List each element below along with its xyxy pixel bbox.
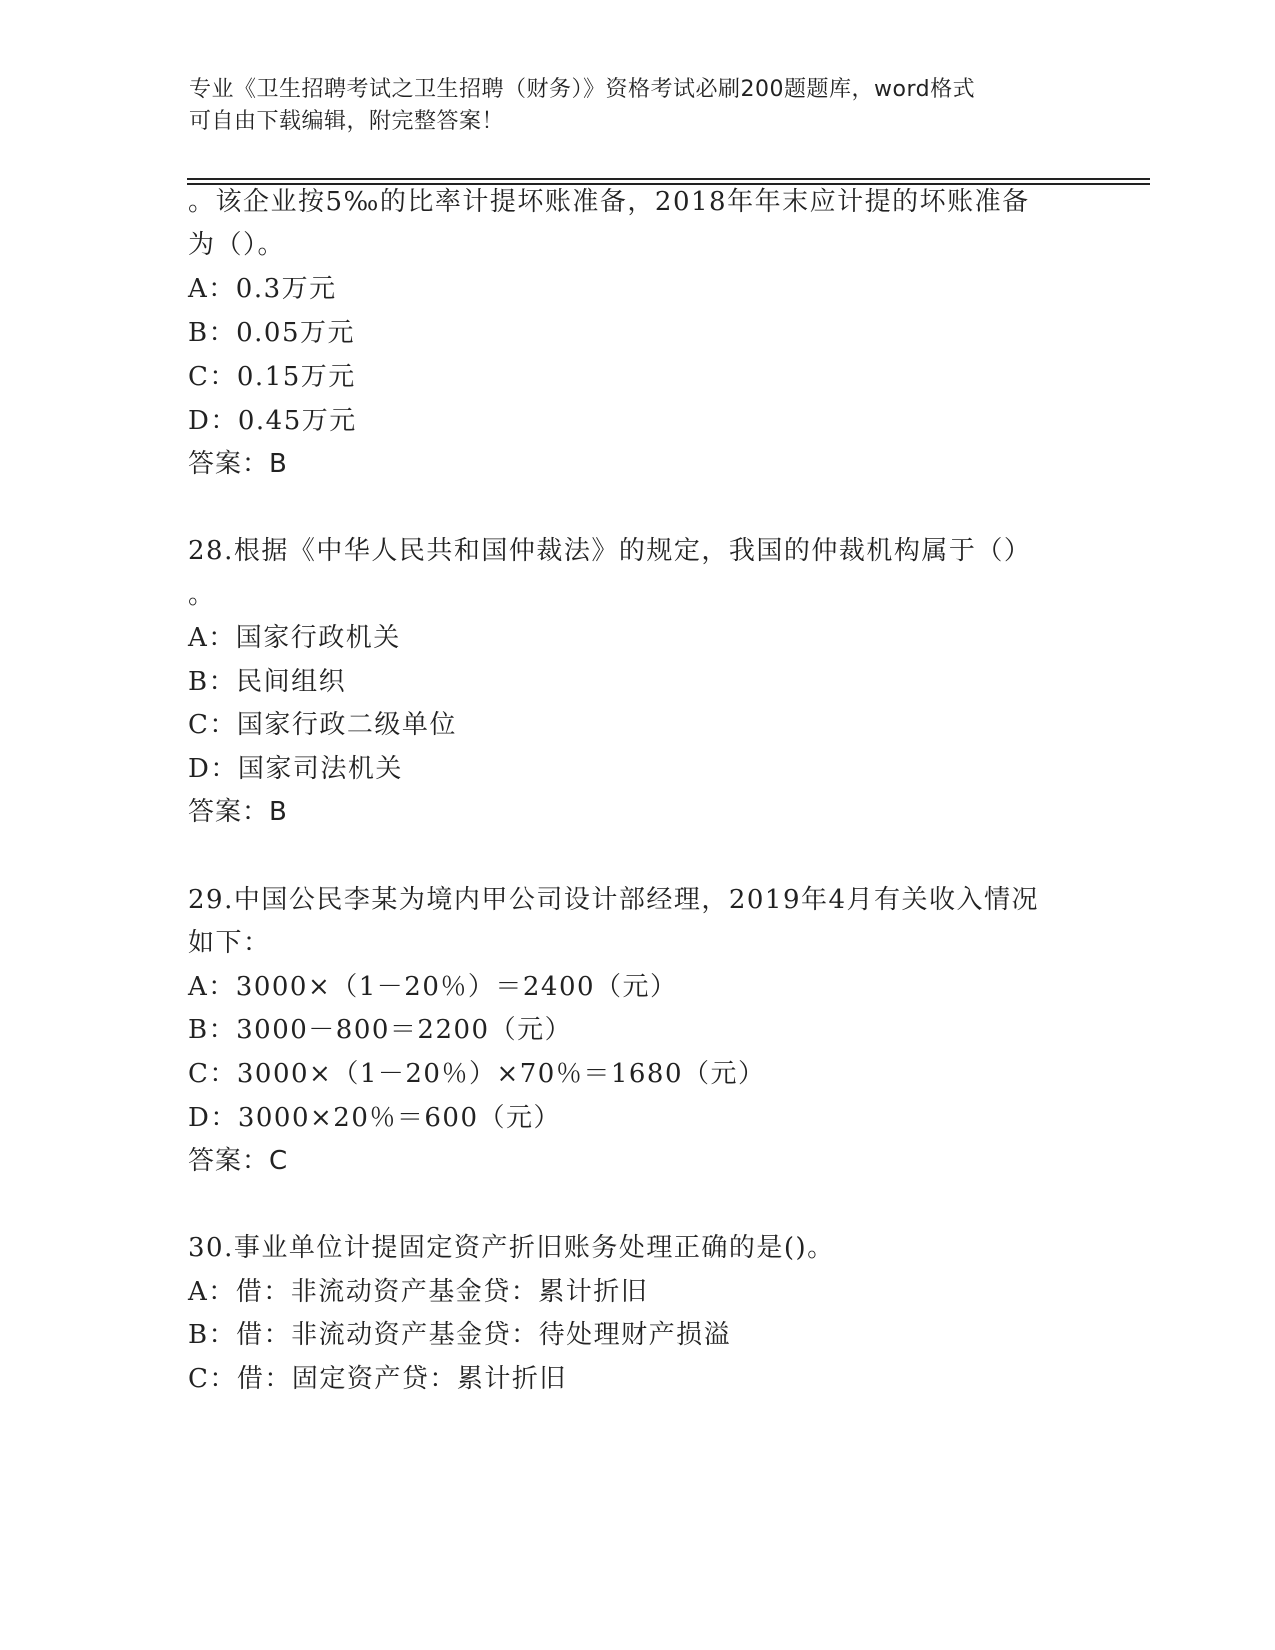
q28-option-b: B：民间组织	[188, 667, 347, 697]
q27-stem-line-2: 为（）。	[188, 230, 286, 260]
q30-option-a: A：借：非流动资产基金贷：累计折旧	[188, 1277, 649, 1307]
q27-option-b: B：0.05万元	[188, 318, 355, 348]
q29-stem-line-1: 29.中国公民李某为境内甲公司设计部经理，2019年4月有关收入情况	[188, 885, 1040, 915]
header-line-2: 可自由下载编辑，附完整答案！	[189, 109, 505, 134]
q28-option-c: C：国家行政二级单位	[188, 710, 457, 740]
q28-stem-line-2: 。	[188, 580, 216, 610]
q28-answer: 答案：B	[188, 797, 288, 827]
q29-option-d: D：3000×20％＝600（元）	[188, 1103, 562, 1133]
q29-answer: 答案：C	[188, 1146, 289, 1176]
page-header	[189, 74, 1089, 138]
q30-stem-line-1: 30.事业单位计提固定资产折旧账务处理正确的是()。	[188, 1233, 835, 1263]
header-divider-top	[187, 178, 1150, 180]
q28-stem-line-1: 28.根据《中华人民共和国仲裁法》的规定，我国的仲裁机构属于（）	[188, 536, 1032, 566]
q27-option-d: D：0.45万元	[188, 406, 357, 436]
q27-option-a: A：0.3万元	[188, 274, 337, 304]
q27-answer: 答案：B	[188, 449, 288, 479]
q30-option-b: B：借：非流动资产基金贷：待处理财产损溢	[188, 1320, 732, 1350]
header-line-1: 专业《卫生招聘考试之卫生招聘（财务）》资格考试必刷200题题库，word格式	[189, 77, 976, 102]
q28-option-d: D：国家司法机关	[188, 754, 403, 784]
q29-option-c: C：3000×（1－20％）×70％＝1680（元）	[188, 1059, 766, 1089]
q29-option-a: A：3000×（1－20％）＝2400（元）	[188, 972, 678, 1002]
q29-stem-line-2: 如下：	[188, 928, 271, 958]
q28-option-a: A：国家行政机关	[188, 623, 401, 653]
q29-option-b: B：3000－800＝2200（元）	[188, 1015, 573, 1045]
q27-option-c: C：0.15万元	[188, 362, 356, 392]
q30-option-c: C：借：固定资产贷：累计折旧	[188, 1364, 567, 1394]
q27-stem-line-1: 。该企业按5‰的比率计提坏账准备，2018年年末应计提的坏账准备	[188, 187, 1030, 217]
